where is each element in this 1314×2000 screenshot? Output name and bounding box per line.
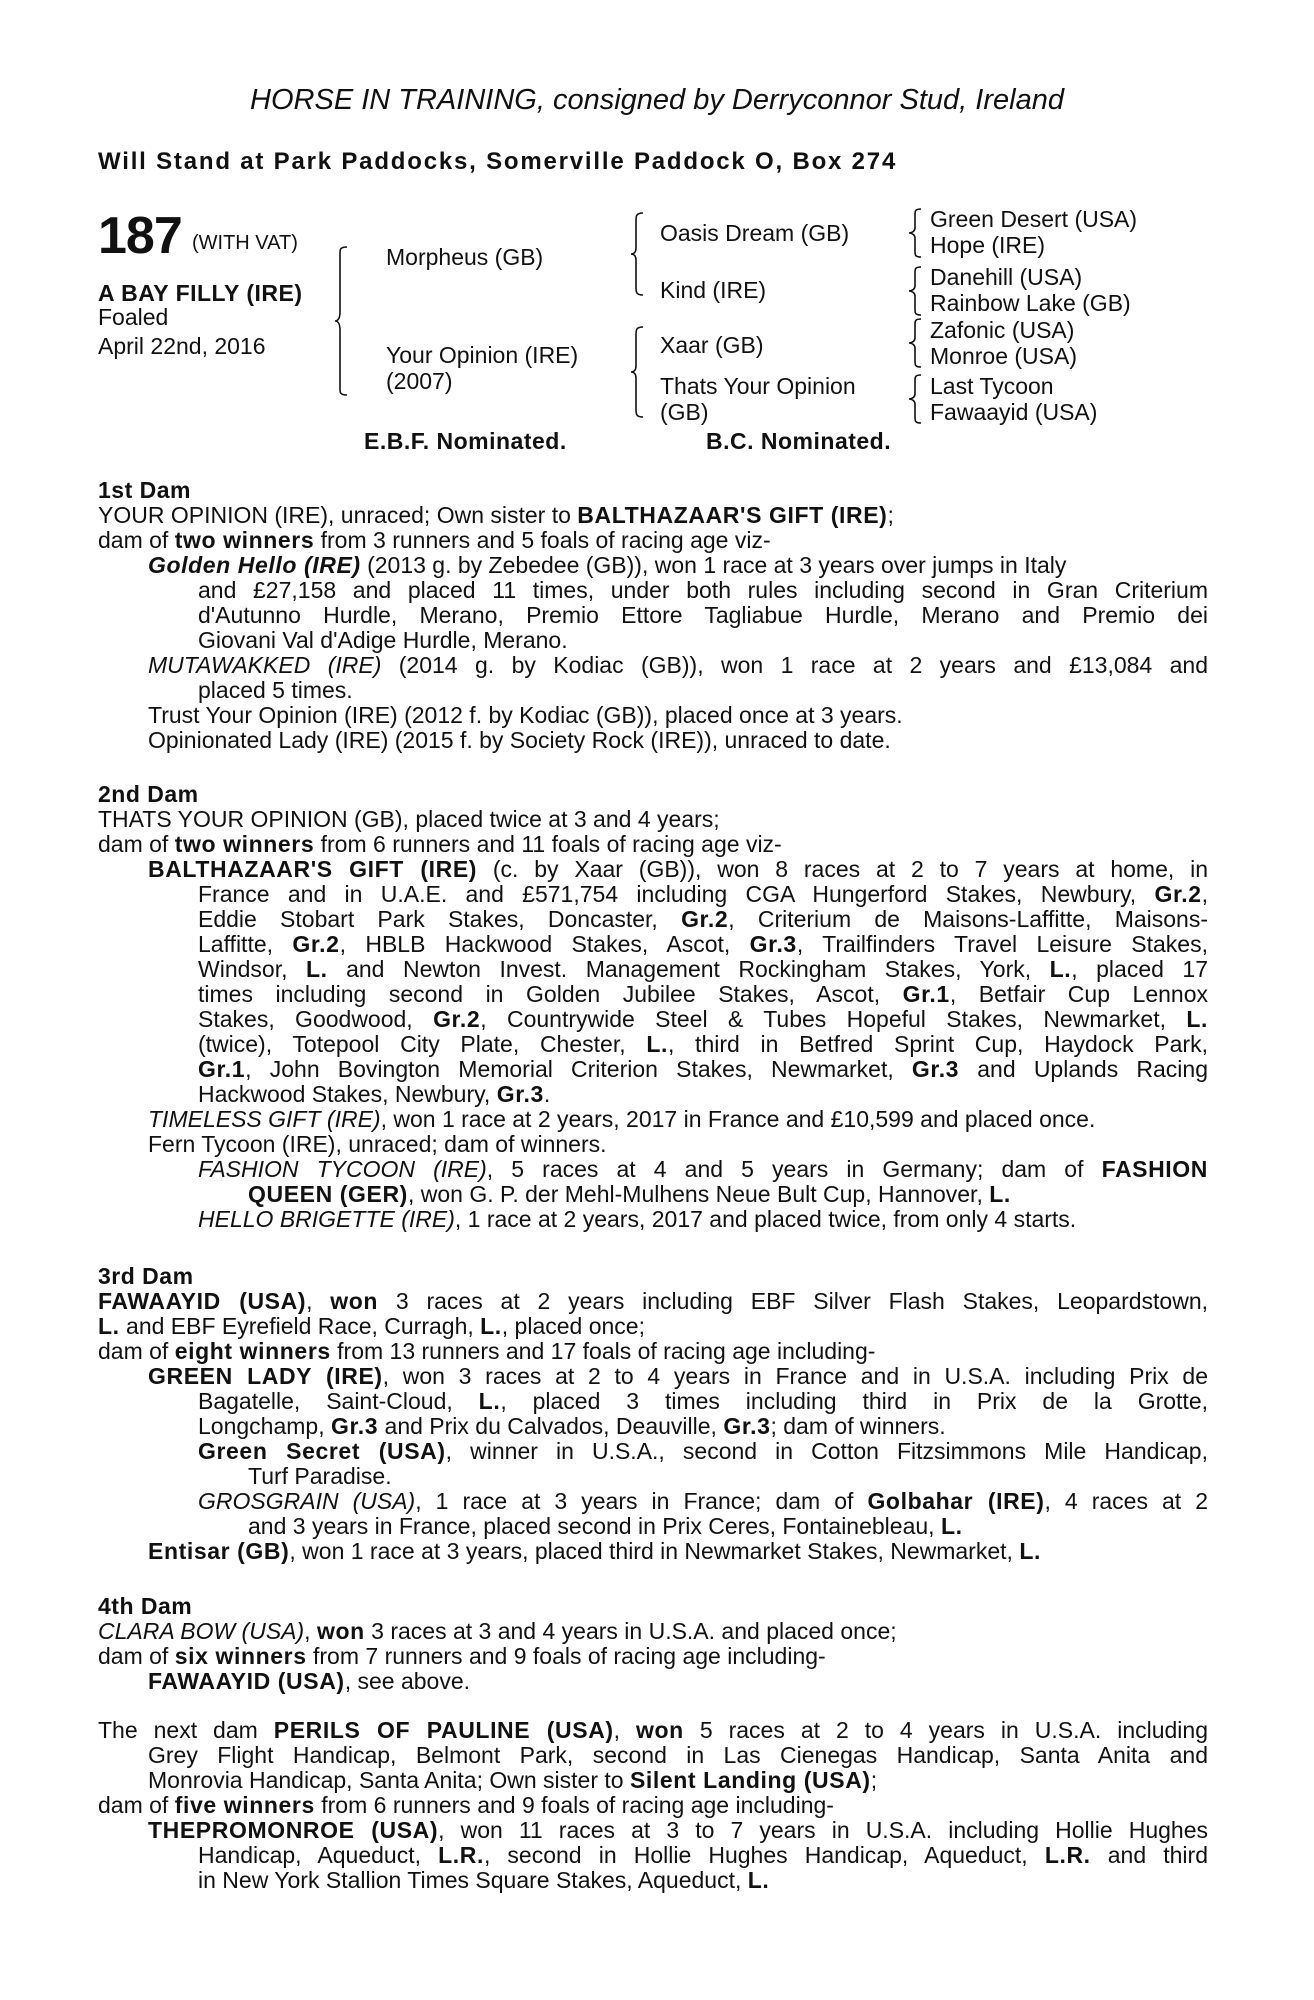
text-run: Eddie Stobart Park Stakes, Doncaster,	[198, 906, 682, 932]
text-run: Laffitte,	[198, 931, 293, 957]
text-run: ; dam of winners.	[770, 1413, 946, 1439]
pedigree-brace-dam	[630, 326, 644, 418]
race-grade: L.	[98, 1313, 120, 1339]
text-run: ,	[304, 1618, 317, 1644]
text-run: times including second in Golden Jubilee Stakes, Ascot,	[198, 981, 903, 1007]
pedigree-brace-g4	[908, 374, 922, 424]
text-run: and EBF Eyrefield Race, Curragh,	[119, 1313, 481, 1339]
horse-name: GREEN LADY (IRE)	[148, 1363, 383, 1389]
progeny-entry	[98, 857, 1208, 882]
pedigree-ggd3: Monroe (USA)	[930, 343, 1077, 369]
text-run: from 13 runners and 17 foals of racing age including-	[330, 1338, 876, 1364]
race-grade: Gr.2	[433, 1006, 481, 1032]
pedigree-ggs3: Zafonic (USA)	[930, 317, 1075, 343]
race-grade: Gr.2	[681, 906, 729, 932]
progeny-entry-continued	[98, 578, 1208, 653]
text-run: , 4 races at 2	[1044, 1488, 1209, 1514]
horse-name: HELLO BRIGETTE (IRE)	[198, 1206, 455, 1232]
race-grade: L.	[1019, 1538, 1041, 1564]
horse-name: MUTAWAKKED (IRE)	[148, 652, 382, 678]
pedigree-dam: Your Opinion (IRE)	[386, 342, 579, 368]
text-run: 3 races at 3 and 4 years in U.S.A. and placed once;	[364, 1618, 897, 1644]
race-grade: Gr.1	[198, 1056, 246, 1082]
pedigree-sire-sire: Oasis Dream (GB)	[660, 220, 850, 246]
horse-name: FAWAAYID (USA)	[148, 1668, 345, 1694]
pedigree-ggs4: Last Tycoon	[930, 373, 1054, 399]
text-run: , Criterium de Maisons-Laffitte, Maisons-	[728, 906, 1208, 932]
horse-name: FAWAAYID (USA)	[98, 1288, 307, 1314]
text-run: from 6 runners and 11 foals of racing age viz-	[314, 831, 782, 857]
text-run: Grey Flight Handicap, Belmont Park, second in Las Cienegas Handicap, Santa Anita and	[148, 1742, 1208, 1768]
race-grade: L.	[1049, 956, 1072, 982]
text-run: dam of	[98, 1643, 175, 1669]
text-run: Giovani Val d'Adige Hurdle, Merano.	[198, 627, 568, 653]
text-run: and Prix du Calvados, Deauville,	[378, 1413, 724, 1439]
ebf-nominated: E.B.F. Nominated.	[364, 428, 567, 454]
text-run: Fern Tycoon (IRE), unraced; dam of winners.	[148, 1131, 607, 1157]
third-dam-heading: 3rd Dam	[98, 1263, 194, 1289]
pedigree-ggs2: Danehill (USA)	[930, 264, 1083, 290]
first-dam-heading: 1st Dam	[98, 477, 191, 503]
race-grade: Gr.3	[496, 1081, 544, 1107]
text-run: dam of	[98, 831, 175, 857]
race-grade: L.	[989, 1181, 1011, 1207]
progeny-entry	[98, 703, 1208, 753]
text-run: , HBLB Hackwood Stakes, Ascot,	[339, 931, 750, 957]
text-run: , won 1 race at 2 years, 2017 in France and £10,599 and placed once.	[380, 1106, 1096, 1132]
text-run: (2013 g. by Zebedee (GB)), won 1 race at 3 years over jumps in Italy	[360, 552, 1067, 578]
vat-note: (WITH VAT)	[192, 232, 298, 254]
lot-number: 187	[98, 207, 182, 265]
text-run: , third in Betfred Sprint Cup, Haydock Park,	[667, 1031, 1208, 1057]
text-run: , winner in U.S.A., second in Cotton Fitzsimmons Mile Handicap,	[445, 1438, 1208, 1464]
pedigree-ggd2: Rainbow Lake (GB)	[930, 290, 1131, 316]
text-run: and Newton Invest. Management Rockingham Stakes, York,	[327, 956, 1050, 982]
pedigree-ggs1: Green Desert (USA)	[930, 206, 1138, 232]
text-run: Longchamp,	[198, 1413, 331, 1439]
text-run: YOUR OPINION (IRE), unraced; Own sister to	[98, 502, 578, 528]
text-run: Stakes, Goodwood,	[198, 1006, 434, 1032]
text-run: Hackwood Stakes, Newbury,	[198, 1081, 497, 1107]
progeny-entry-continued	[98, 882, 1208, 1107]
bc-nominated: B.C. Nominated.	[706, 428, 892, 454]
horse-name: CLARA BOW (USA)	[98, 1618, 305, 1644]
foaled-label: Foaled	[98, 304, 169, 330]
horse-name: BALTHAZAAR'S GIFT (IRE)	[148, 856, 478, 882]
horse-name: THEPROMONROE (USA)	[148, 1817, 439, 1843]
foaled-date: April 22nd, 2016	[98, 333, 266, 359]
text-run: , Countrywide Steel & Tubes Hopeful Stakes, Newmarket,	[480, 1006, 1187, 1032]
text-run: from 3 runners and 5 foals of racing age viz-	[314, 527, 771, 553]
pedigree-brace-sire	[630, 212, 644, 296]
second-dam-heading: 2nd Dam	[98, 781, 199, 807]
next-dam-section	[98, 1718, 1208, 1893]
text-run: THATS YOUR OPINION (GB), placed twice at 3 and 4 years;	[98, 806, 720, 832]
text-run: , placed 3 times including third in Prix de la Grotte,	[500, 1388, 1209, 1414]
horse-name: PERILS OF PAULINE (USA)	[273, 1717, 614, 1743]
race-grade: L.R.	[438, 1842, 484, 1868]
horse-name: GROSGRAIN (USA)	[198, 1488, 416, 1514]
won-label: won	[330, 1288, 379, 1314]
horse-name: Green Secret (USA)	[198, 1438, 446, 1464]
text-run: , second in Hollie Hughes Handicap, Aqueduct,	[483, 1842, 1045, 1868]
horse-name: Silent Landing (USA)	[629, 1767, 871, 1793]
winners-count: two winners	[174, 527, 315, 553]
race-grade: L.	[747, 1867, 770, 1893]
fourth-dam-heading: 4th Dam	[98, 1593, 193, 1619]
text-run: placed 5 times.	[198, 677, 353, 703]
progeny-entry	[98, 1364, 1208, 1389]
text-run: dam of	[98, 1338, 175, 1364]
text-run: , 1 race at 3 years in France; dam of	[415, 1488, 868, 1514]
second-dam-section	[98, 782, 1208, 1232]
progeny-entry	[98, 653, 1208, 678]
pedigree-sire: Morpheus (GB)	[386, 244, 544, 270]
text-run: , placed 17	[1071, 956, 1208, 982]
horse-name: FASHION	[1101, 1156, 1208, 1182]
text-run: Turf Paradise.	[248, 1463, 392, 1489]
text-run: (twice), Totepool City Plate, Chester,	[198, 1031, 647, 1057]
race-grade: L.R.	[1044, 1842, 1091, 1868]
catalogue-title: HORSE IN TRAINING, consigned by Derryconnor Stud, Ireland	[250, 84, 1064, 116]
text-run: , won G. P. der Mehl-Mulhens Neue Bult Cup, Hannover,	[407, 1181, 990, 1207]
text-run: Opinionated Lady (IRE) (2015 f. by Society Rock (IRE)), unraced to date.	[148, 727, 891, 753]
text-run: The next dam	[98, 1717, 274, 1743]
pedigree-brace-main	[334, 246, 348, 396]
race-grade: L.	[1186, 1006, 1208, 1032]
progeny-entry	[98, 1818, 1208, 1843]
pedigree-ggd1: Hope (IRE)	[930, 232, 1046, 258]
won-label: won	[636, 1717, 684, 1743]
winners-count: eight winners	[174, 1338, 331, 1364]
text-run: dam of	[98, 527, 175, 553]
text-run: ,	[306, 1288, 331, 1314]
race-grade: L.	[480, 1313, 502, 1339]
race-grade: Gr.3	[749, 931, 797, 957]
pedigree-dam-dam: Thats Your Opinion	[660, 373, 856, 399]
text-run: Handicap, Aqueduct,	[198, 1842, 439, 1868]
pedigree-dam-year: (2007)	[386, 368, 453, 394]
race-grade: L.	[940, 1513, 963, 1539]
text-run: , won 3 races at 2 to 4 years in France and in U.S.A. including Prix de	[382, 1363, 1209, 1389]
text-run: dam of	[98, 1792, 175, 1818]
text-run: 5 races at 2 to 4 years in U.S.A. including	[683, 1717, 1209, 1743]
text-run: , won 11 races at 3 to 7 years in U.S.A. including Hollie Hughes	[438, 1817, 1208, 1843]
race-grade: Gr.3	[330, 1413, 379, 1439]
first-dam-section	[98, 478, 1208, 753]
progeny-entry	[98, 553, 1208, 578]
text-run: and Uplands Racing	[959, 1056, 1208, 1082]
horse-name: BALTHAZAAR'S GIFT (IRE)	[577, 502, 888, 528]
text-run: in New York Stallion Times Square Stakes, Aqueduct,	[198, 1867, 748, 1893]
text-run: , Betfair Cup Lennox	[949, 981, 1208, 1007]
text-run: Bagatelle, Saint-Cloud,	[198, 1388, 479, 1414]
text-run: 3 races at 2 years including EBF Silver Flash Stakes, Leopardstown,	[378, 1288, 1208, 1314]
race-grade: L.	[305, 956, 328, 982]
text-run: , see above.	[344, 1668, 470, 1694]
text-run: from 6 runners and 9 foals of racing age including-	[314, 1792, 834, 1818]
text-run: , won 1 race at 3 years, placed third in Newmarket Stakes, Newmarket,	[289, 1538, 1020, 1564]
pedigree-brace-g1	[908, 208, 922, 258]
text-run: and third	[1090, 1842, 1208, 1868]
winners-count: five winners	[174, 1792, 315, 1818]
pedigree-dam-sire: Xaar (GB)	[660, 332, 764, 358]
text-run: , John Bovington Memorial Criterion Stakes, Newmarket,	[245, 1056, 912, 1082]
text-run: , 1 race at 2 years, 2017 and placed twice, from only 4 starts.	[454, 1206, 1077, 1232]
progeny-entry-continued	[98, 1389, 1208, 1464]
text-run: ;	[887, 502, 894, 528]
winners-count: two winners	[174, 831, 315, 857]
pedigree-sire-dam: Kind (IRE)	[660, 277, 767, 303]
text-run: (c. by Xaar (GB)), won 8 races at 2 to 7 years at home, in	[477, 856, 1209, 882]
text-run: , 5 races at 4 and 5 years in Germany; dam of	[486, 1156, 1102, 1182]
grand-progeny-entry	[98, 1157, 1208, 1182]
text-run: France and in U.A.E. and £571,754 including CGA Hungerford Stakes, Newbury,	[198, 881, 1155, 907]
pedigree-brace-g2	[908, 266, 922, 316]
winners-count: six winners	[174, 1643, 307, 1669]
horse-name: Golden Hello (IRE)	[148, 552, 361, 578]
stand-location: Will Stand at Park Paddocks, Somerville Paddock O, Box 274	[98, 148, 898, 175]
text-run: , Trailfinders Travel Leisure Stakes,	[796, 931, 1208, 957]
lot-description: A BAY FILLY (IRE)	[98, 280, 303, 306]
pedigree-brace-g3	[908, 318, 922, 368]
text-run: .	[543, 1081, 551, 1107]
progeny-entry	[98, 1107, 1208, 1157]
race-grade: Gr.2	[292, 931, 340, 957]
horse-name: FASHION TYCOON (IRE)	[198, 1156, 487, 1182]
text-run: and 3 years in France, placed second in Prix Ceres, Fontainebleau,	[248, 1513, 941, 1539]
race-grade: Gr.2	[1154, 881, 1202, 907]
text-run: Trust Your Opinion (IRE) (2012 f. by Kodiac (GB)), placed once at 3 years.	[148, 702, 903, 728]
pedigree-dam-dam-suffix: (GB)	[660, 399, 709, 425]
horse-name: QUEEN (GER)	[248, 1181, 408, 1207]
third-dam-section	[98, 1264, 1208, 1564]
text-run: ;	[870, 1767, 878, 1793]
race-grade: L.	[646, 1031, 668, 1057]
race-grade: L.	[478, 1388, 501, 1414]
text-run: Monrovia Handicap, Santa Anita; Own sister to	[148, 1767, 630, 1793]
text-run: , placed once;	[501, 1313, 645, 1339]
text-run: ,	[613, 1717, 637, 1743]
text-run: d'Autunno Hurdle, Merano, Premio Ettore Tagliabue Hurdle, Merano and Premio dei	[198, 602, 1208, 628]
text-run: from 7 runners and 9 foals of racing age including-	[306, 1643, 826, 1669]
race-grade: Gr.3	[723, 1413, 771, 1439]
text-run: (2014 g. by Kodiac (GB)), won 1 race at 2 years and £13,084 and	[381, 652, 1209, 678]
race-grade: Gr.3	[911, 1056, 960, 1082]
horse-name: TIMELESS GIFT (IRE)	[148, 1106, 381, 1132]
text-run: ,	[1201, 881, 1208, 907]
text-run: and £27,158 and placed 11 times, under both rules including second in Gran Criterium	[198, 577, 1208, 603]
horse-name: Golbahar (IRE)	[867, 1488, 1045, 1514]
horse-name: Entisar (GB)	[148, 1538, 290, 1564]
race-grade: Gr.1	[902, 981, 950, 1007]
text-run: Windsor,	[198, 956, 306, 982]
won-label: won	[316, 1618, 365, 1644]
pedigree-ggd4: Fawaayid (USA)	[930, 399, 1098, 425]
fourth-dam-section	[98, 1594, 1208, 1694]
